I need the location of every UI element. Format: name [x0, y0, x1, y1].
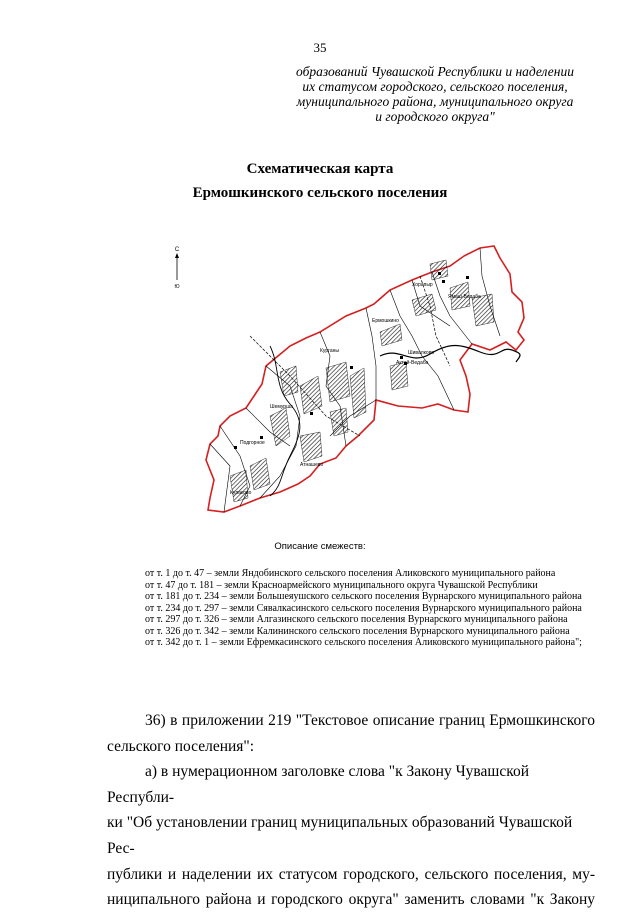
adjacency-caption: Описание смежеств: — [274, 541, 366, 552]
map-label: Шивалково — [408, 350, 435, 356]
header-note-line: и городского округа" — [375, 109, 495, 124]
map-label: Ямаш-Ведаба — [448, 294, 481, 300]
amendment-line: а) в нумерационном заголовке слова "к Закону Чувашской Республи- — [107, 763, 530, 806]
header-note-line: их статусом городского, сельского поселения, — [302, 79, 568, 94]
adjacency-item: от т. 326 до т. 342 – земли Калининского сельского поселения Вурнарского муниципального района — [145, 625, 570, 637]
adjacency-item: от т. 297 до т. 326 – земли Алгазинского сельского поселения Вурнарского муниципального района — [145, 614, 568, 625]
map-title — [0, 157, 640, 205]
adjacency-item: от т. 181 до т. 234 – земли Большеяушского сельского поселения Вурнарского муниципального района — [145, 591, 582, 602]
map-title-line: Ермошкинского сельского поселения — [192, 185, 448, 201]
header-note-line: муниципального района, муниципального округа — [296, 94, 574, 109]
adjacency-item: от т. 342 до т. 1 – земли Ефремкасинского сельского поселения Аликовского муниципального района"; — [145, 637, 582, 648]
map-label: Актай-Ведаба — [396, 360, 429, 366]
page-number: 35 — [313, 40, 327, 55]
compass-south-label: Ю — [174, 284, 180, 290]
map-label: Курганы — [320, 348, 339, 354]
header-note-line: образований Чувашской Республики и наделении — [296, 64, 574, 79]
map-label: Хорапыр — [412, 282, 433, 288]
adjacency-list — [107, 568, 607, 649]
amendment-line: 36) в приложении 219 "Текстовое описание границ Ермошкинского — [145, 712, 595, 729]
map-label: Ермошкино — [372, 318, 399, 324]
amendment-line: сельского поселения": — [107, 737, 255, 755]
adjacency-item: от т. 47 до т. 181 – земли Красноармейского муниципального округа Чувашской Республики — [145, 579, 538, 591]
adjacency-item: от т. 234 до т. 297 – земли Сявалкасинского сельского поселения Вурнарского муниципального района — [145, 602, 582, 614]
map-label: Кулаково — [230, 490, 252, 496]
adjacency-item: от т. 1 до т. 47 – земли Яндобинского сельского поселения Аликовского муниципального района — [145, 568, 556, 579]
compass-north-label: С — [174, 247, 180, 253]
header-note — [250, 64, 620, 124]
amendment-line: публики и наделении их статусом городского, сельского поселения, му- — [107, 865, 595, 883]
amendment-line: ниципального района и городского округа" заменить словами "к Закону — [107, 891, 595, 909]
settlement-map — [150, 236, 540, 531]
map-label: Шемурша — [270, 404, 293, 410]
map-label: Атнашево — [300, 462, 324, 468]
map-title-line: Схематическая карта — [246, 161, 394, 177]
map-label: Подгорное — [240, 440, 265, 446]
amendment-line: ки "Об установлении границ муниципальных образований Чувашской Рес- — [107, 814, 573, 857]
amendment-text — [107, 708, 595, 913]
